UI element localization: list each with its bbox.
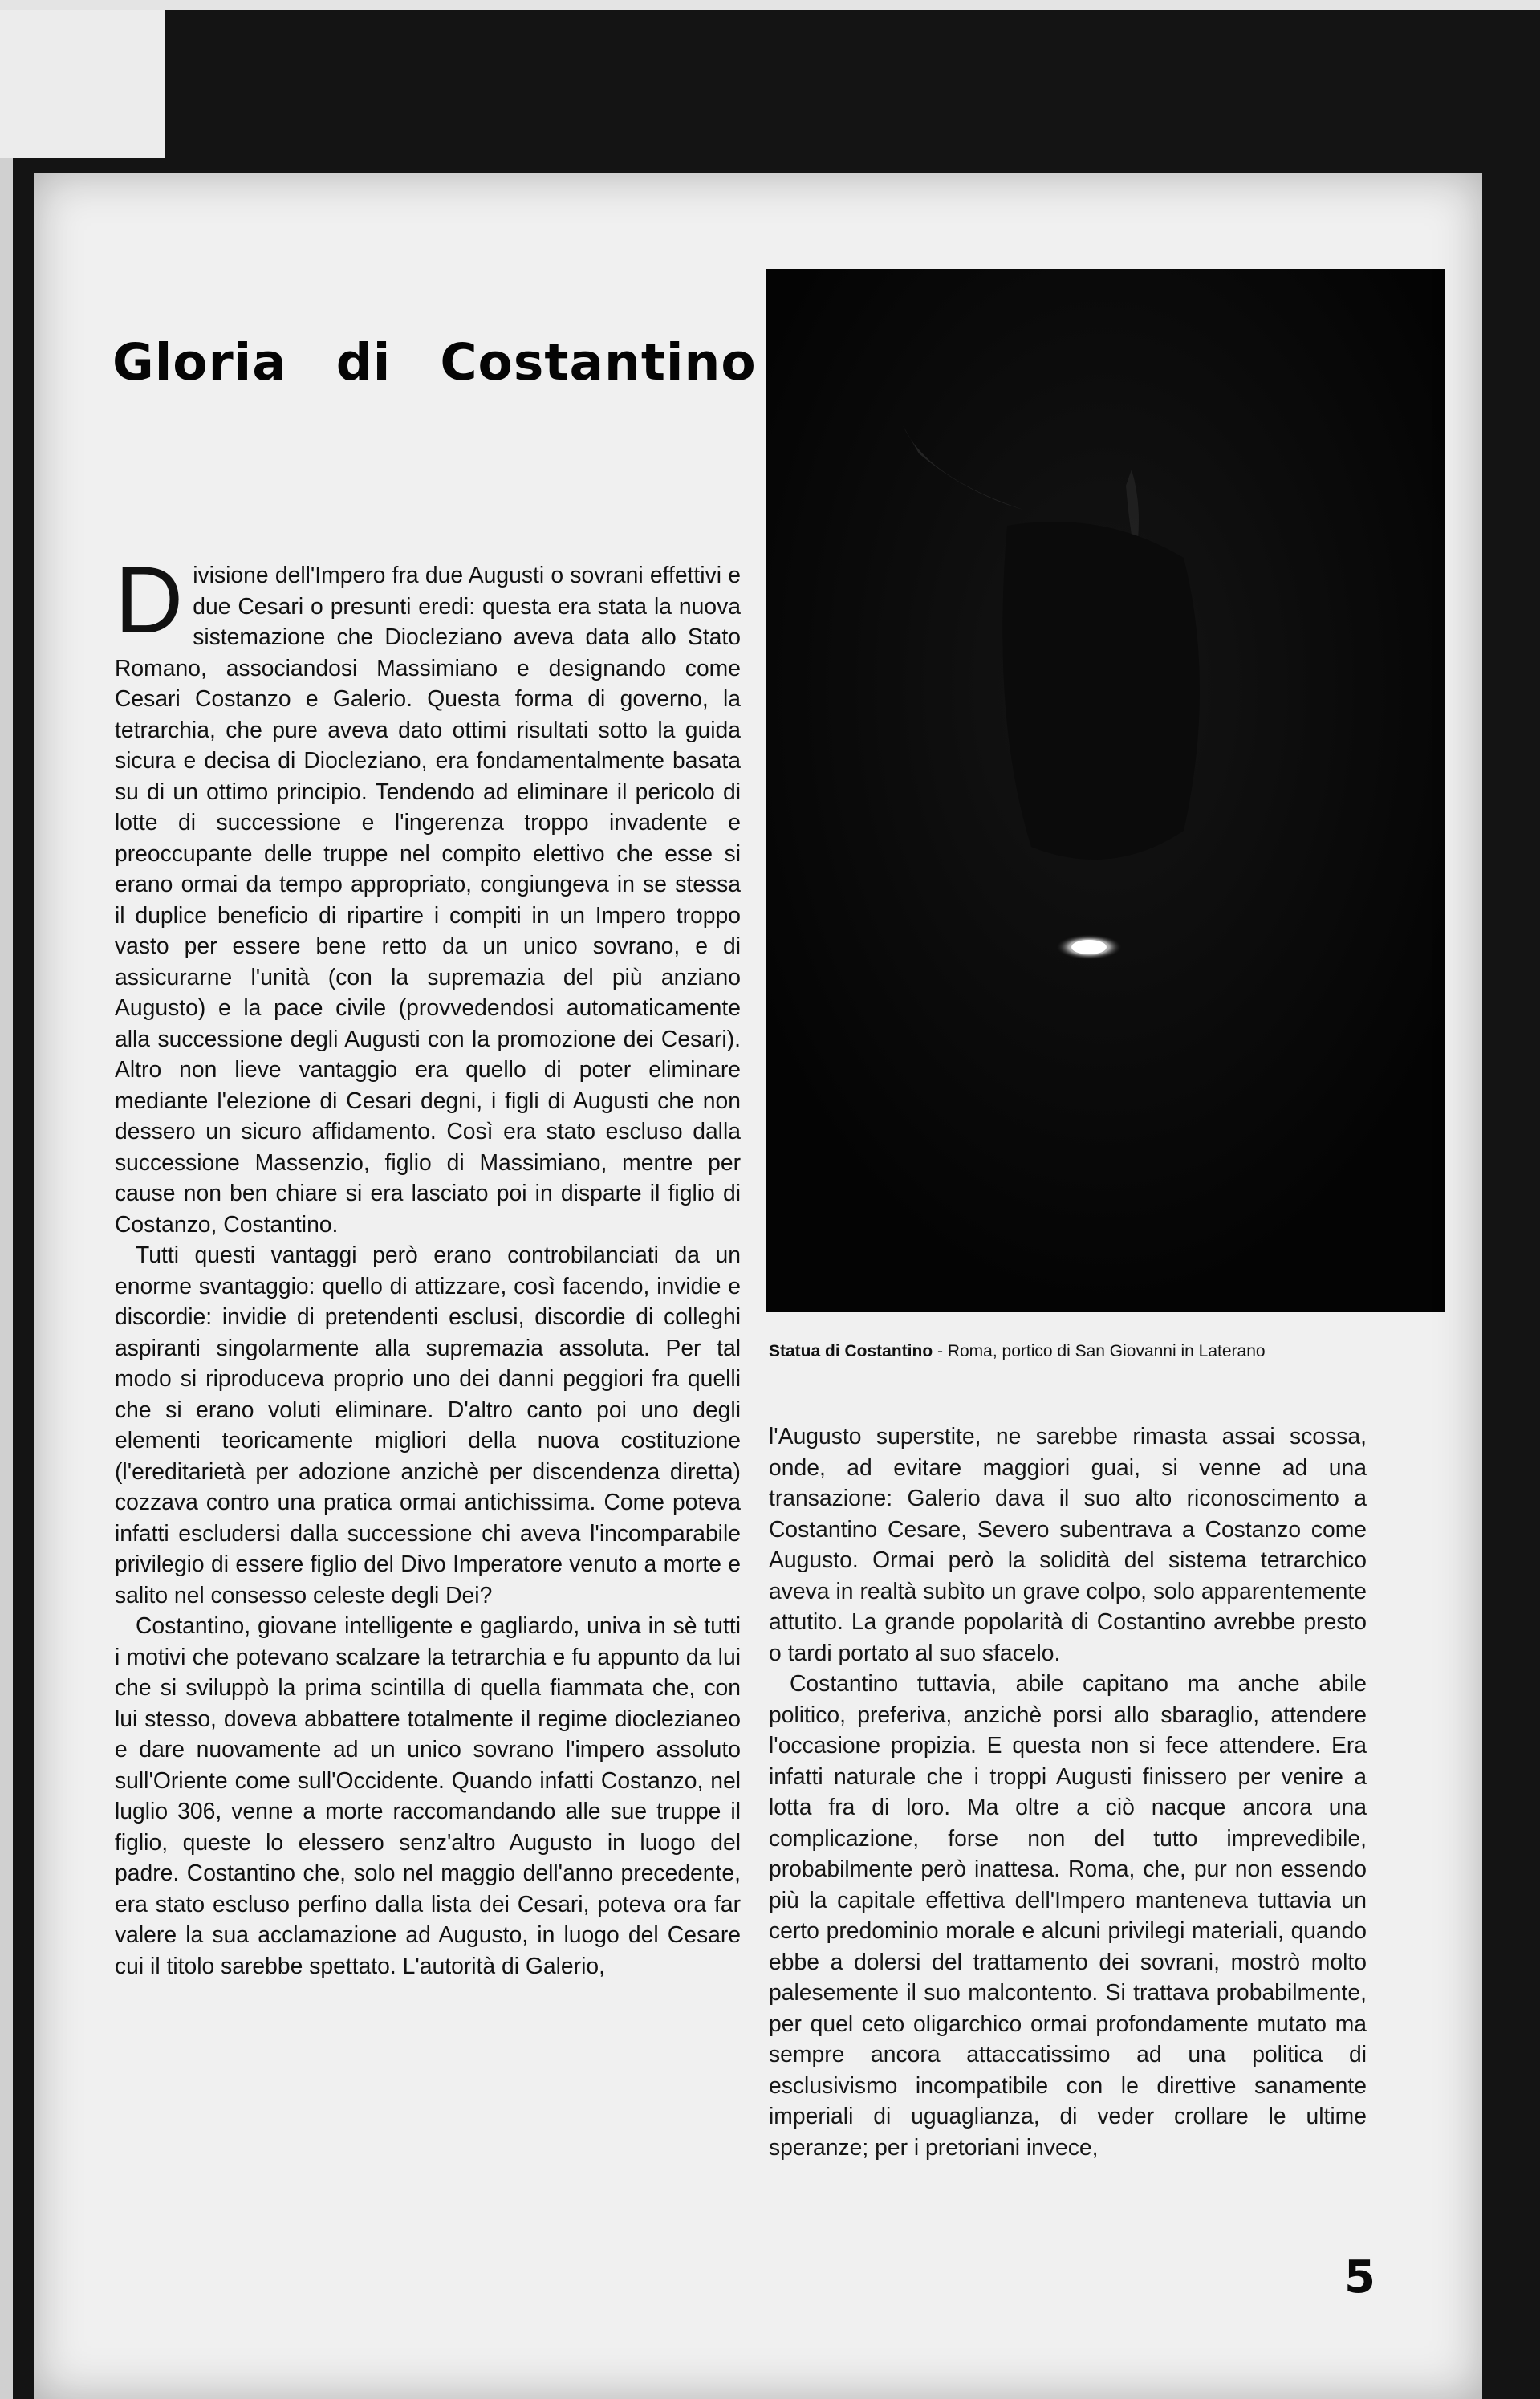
- drop-cap: D: [115, 547, 184, 653]
- page-number: 5: [1344, 2251, 1375, 2303]
- photo-caption: [769, 1342, 1447, 1361]
- scan-top-edge: [0, 0, 1540, 10]
- article-title: Gloria di Costantino: [112, 333, 757, 392]
- scan-corner-tab: [0, 10, 165, 158]
- paragraph-4: l'Augusto superstite, ne sarebbe rimasta assai scossa, onde, ad evitare maggiori guai, si venne ad una transazione: Galerio dava il suo alto riconoscimento a Costantino Cesare, Severo subentrava a Costanzo come Augusto. Ormai però la solidità del sistema tetrarchico aveva in realtà subìto un grave colpo, solo apparentemente attutito. La grande popolarità di Costantino avrebbe presto o tardi portato al suo sfacelo.: [769, 1423, 1367, 1665]
- scan-left-edge: [0, 158, 13, 2399]
- caption-title: Statua di Costantino: [769, 1342, 933, 1360]
- paragraph-1-text: ivisione dell'Impero fra due Augusti o sovrani effettivi e due Cesari o presunti eredi: questa era stata la nuova sistemazione che Diocleziano aveva data allo Stato Romano, associandosi Massimiano e designando come Cesari Costanzo e Galerio. Questa forma di governo, la tetrarchia, che pure aveva dato ottimi risultati sotto la guida sicura e decisa di Diocleziano, era fondamentalmente basata su di un ottimo principio. Tendendo ad eliminare il pericolo di lotte di successione e l'ingerenza troppo invadente e preoccupante delle truppe nel compito elettivo che esse si erano ormai da tempo appropriato, congiungeva in se stessa il duplice beneficio di ripartire i compiti in un Impero troppo vasto per essere bene retto da un unico sovrano, e di assicurarne l'unità (con la supremazia del più anziano Augusto) e la pace civile (provvedendosi automaticamente alla successione degli Augusti con la promozione dei Cesari). Altro non lieve vantaggio era quello di poter eliminare mediante l'elezione di Cesari degni, i figli di Augusti che non dessero un sicuro affidamento. Così era stato escluso dalla successione Massenzio, figlio di Massimiano, mentre per cause non ben chiare si era lasciato poi in disparte il figlio di Costanzo, Costantino.: [115, 562, 741, 1237]
- paragraph-2: Tutti questi vantaggi però erano controbilanciati da un enorme svantaggio: quello di attizzare, così facendo, invidie e discordie: invidie di pretendenti esclusi, discordie di colleghi aspiranti singolarmente alla supremazia assoluta. Per tal modo si riproduceva proprio uno dei danni peggiori fra quelli che si erano voluti eliminare. D'altro canto poi uno degli elementi teoricamente migliori della nuova costituzione (l'ereditarietà per adozione anzichè per discendenza diretta) cozzava contro una pratica ormai antichissima. Come poteva infatti escludersi dalla successione chi aveva l'incomparabile privilegio di essere figlio del Divo Imperatore venuto a morte e salito nel consesso celeste degli Dei?: [115, 1242, 741, 1608]
- right-column: [769, 1421, 1367, 2162]
- statue-photo: [766, 269, 1445, 1312]
- caption-text: - Roma, portico di San Giovanni in Laterano: [933, 1342, 1266, 1360]
- paragraph-5: Costantino tuttavia, abile capitano ma anche abile politico, preferiva, anzichè porsi allo sbaraglio, attendere l'occasione propizia. E questa non si fece attendere. Era infatti naturale che i troppi Augusti finissero per venire a lotta fra di loro. Ma oltre a ciò nacque ancora una complicazione, forse non del tutto imprevedibile, probabilmente però inattesa. Roma, che, pur non essendo più la capitale effettiva dell'Impero manteneva tuttavia un certo predominio morale e alcuni privilegi materiali, quando ebbe a dolersi del trattamento dei sovrani, mostrò molto palesemente il suo malcontento. Si trattava probabilmente, per quel ceto oligarchico ormai profondamente mutato ma sempre ancora attaccatissimo ad una politica di esclusivismo incompatibile con le direttive sanamente imperiali di uguaglianza, di veder crollare le ultime speranze; per i pretoriani invece,: [769, 1670, 1367, 2160]
- left-column: [115, 547, 741, 1981]
- paragraph-1: [115, 547, 741, 1239]
- paragraph-3: Costantino, giovane intelligente e gagliardo, univa in sè tutti i motivi che potevano scalzare la tetrarchia e fu appunto da lui che si sviluppò la prima scintilla di quella fiammata che, con lui stesso, doveva abbattere totalmente il regime dioclezianeo e dare nuovamente ad un unico sovrano l'impero assoluto sull'Oriente come sull'Occidente. Quando infatti Costanzo, nel luglio 306, venne a morte raccomandando alle sue truppe il figlio, queste lo elessero senz'altro Augusto in luogo del padre. Costantino che, solo nel maggio dell'anno precedente, era stato escluso perfino dalla lista dei Cesari, poteva ora far valere la sua acclamazione ad Augusto, in luogo del Cesare cui il titolo sarebbe spettato. L'autorità di Galerio,: [115, 1612, 741, 1978]
- statue-photo-image: [766, 269, 1445, 1312]
